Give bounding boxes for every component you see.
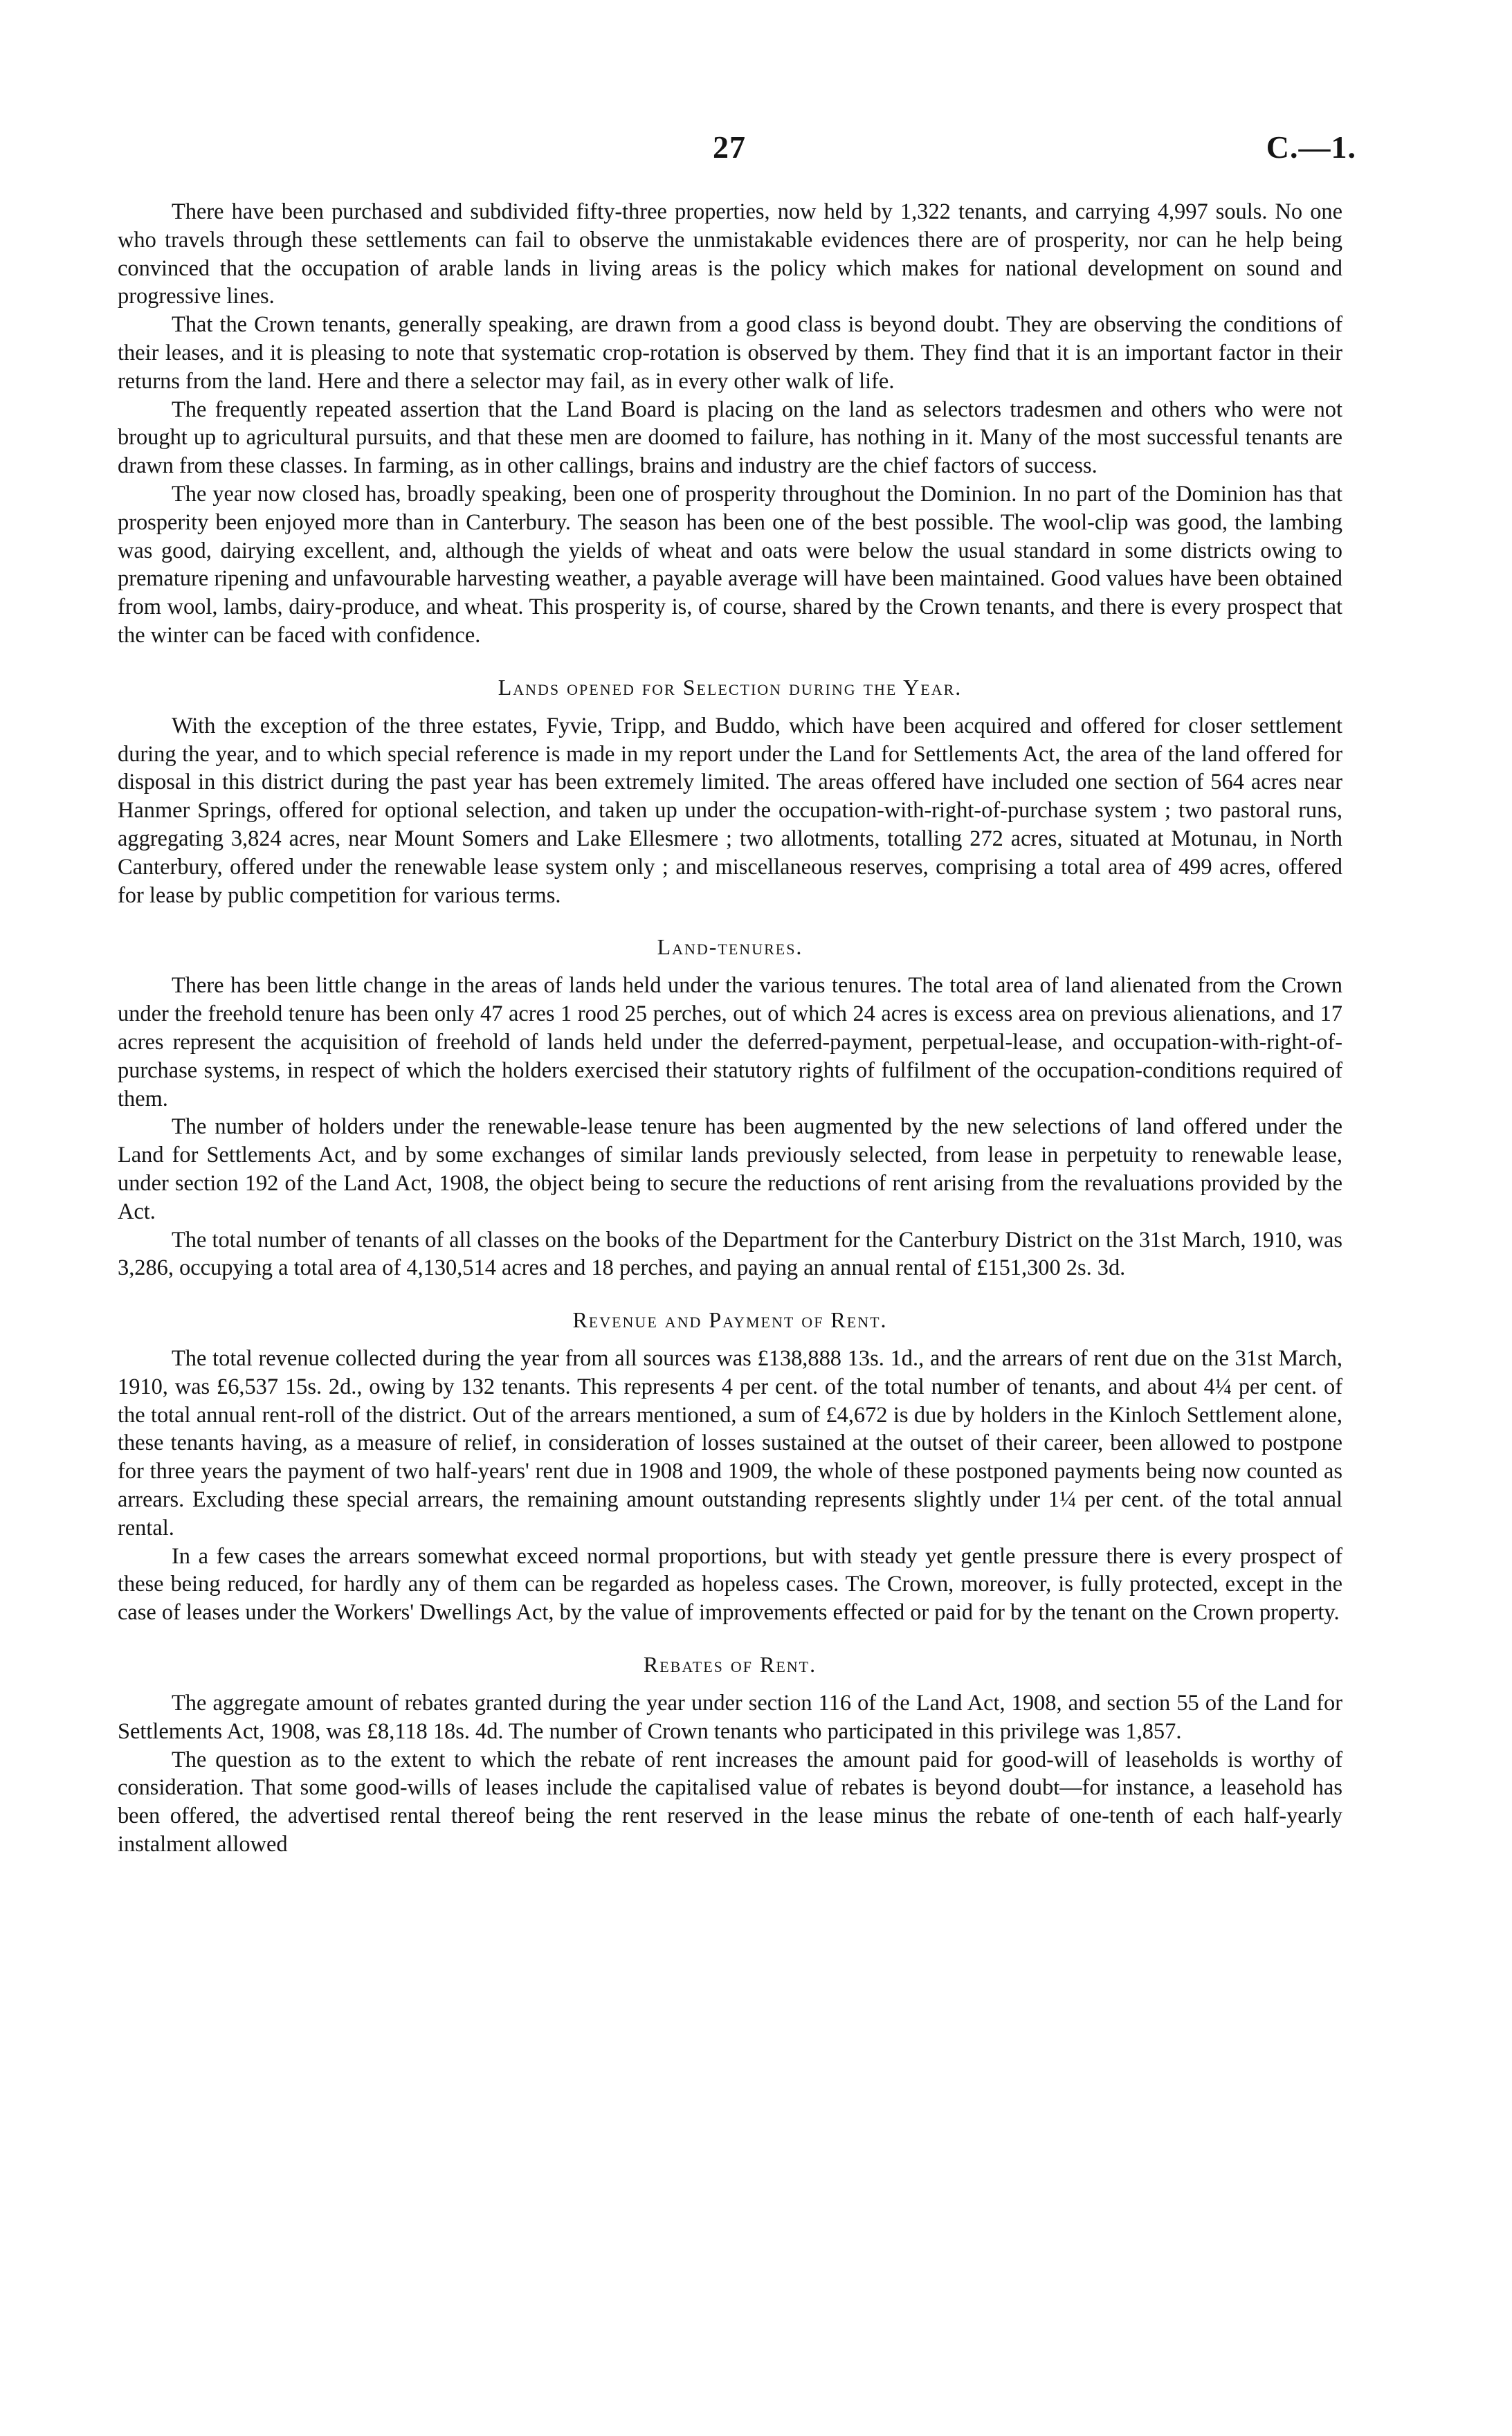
paragraph-renewable-lease: The number of holders under the renewable-lease tenure has been augmented by the new selections of land offered under the Land for Settlements Act, and by some exchanges of similar lands previously selected, from lease in perpetuity to renewable lease, under section 192 of the Land Act, 1908, the object being to secure the reductions of rent arising from the revaluations provided by the Act. xyxy=(118,1114,1342,1224)
page-number: 27 xyxy=(713,129,746,165)
page-header xyxy=(118,129,1356,170)
paragraph-crown-tenants: That the Crown tenants, generally speaking, are drawn from a good class is beyond doubt. They are observing the conditions of their leases, and it is pleasing to note that systematic crop-rotation is observed by them. They find that it is an important factor in their returns from the land. Here and there a selector may fail, as in every other walk of life. xyxy=(118,312,1342,394)
series-reference: C.—1. xyxy=(1266,129,1356,165)
paragraph-freehold-alienation: There has been little change in the areas of lands held under the various tenures. The total area of land alienated from the Crown under the freehold tenure has been only 47 acres 1 rood 25 perches, out of which 24 acres is excess area on previous alienations, and 17 acres represent the acquisition of freehold of lands held under the deferred-payment, perpetual-lease, and occupation-with-right-of-purchase systems, in respect of which the holders exercised their statutory rights of fulfilment of the occupation-conditions required of them. xyxy=(118,973,1342,1111)
paragraph-selectors-assertion: The frequently repeated assertion that the Land Board is placing on the land as selectors tradesmen and others who were not brought up to agricultural pursuits, and that these men are doomed to failure, has nothing in it. Many of the most successful tenants are drawn from these classes. In farming, as in other callings, brains and industry are the chief factors of success. xyxy=(118,397,1342,479)
paragraph-arrears-pressure: In a few cases the arrears somewhat exceed normal proportions, but with steady yet gentle pressure there is every prospect of these being reduced, for hardly any of them can be regarded as hopeless cases. The Crown, moreover, is fully protected, except in the case of leases under the Workers' Dwellings Act, by the value of improvements effected or paid for by the tenant on the Crown property. xyxy=(118,1543,1342,1626)
paragraph-revenue-arrears: The total revenue collected during the year from all sources was £138,888 13s. 1d., and the arrears of rent due on the 31st March, 1910, was £6,537 15s. 2d., owing by 132 tenants. This represents 4 per cent. of the total number of tenants, and about 4¼ per cent. of the total annual rent-roll of the district. Out of the arrears mentioned, a sum of £4,672 is due by holders in the Kinloch Settlement alone, these tenants having, as a measure of relief, in consideration of losses sustained at the outset of their career, been allowed to postpone for three years the payment of two half-years' rent due in 1908 and 1909, the whole of these postponed payments being now counted as arrears. Excluding these special arrears, the remaining amount outstanding represents slightly under 1¼ per cent. of the total annual rental. xyxy=(118,1346,1342,1540)
paragraph-rebates-amount: The aggregate amount of rebates granted during the year under section 116 of the Land Act, 1908, and section 55 of the Land for Settlements Act, 1908, was £8,118 18s. 4d. The number of Crown tenants who participated in this privilege was 1,857. xyxy=(118,1691,1342,1744)
paragraph-lands-opened: With the exception of the three estates, Fyvie, Tripp, and Buddo, which have been acquired and offered for closer settlement during the year, and to which special reference is made in my report under the Land for Settlements Act, the area of the land offered for disposal in this district during the past year has been extremely limited. The areas offered have included one section of 564 acres near Hanmer Springs, offered for optional selection, and taken up under the occupation-with-right-of-purchase system ; two pastoral runs, aggregating 3,824 acres, near Mount Somers and Lake Ellesmere ; two allotments, totalling 272 acres, situated at Motunau, in North Canterbury, offered under the renewable lease system only ; and miscellaneous reserves, comprising a total area of 499 acres, offered for lease by public competition for various terms. xyxy=(118,713,1342,908)
paragraph-total-tenants: The total number of tenants of all classes on the books of the Department for the Canterbury District on the 31st March, 1910, was 3,286, occupying a total area of 4,130,514 acres and 18 perches, and paying an annual rental of £151,300 2s. 3d. xyxy=(118,1227,1342,1281)
heading-lands-opened: Lands opened for Selection during the Year. xyxy=(498,674,963,700)
heading-revenue: Revenue and Payment of Rent. xyxy=(572,1307,888,1333)
heading-land-tenures: Land-tenures. xyxy=(657,934,803,960)
paragraph-prosperity: The year now closed has, broadly speaking, been one of prosperity throughout the Dominion. In no part of the Dominion has that prosperity been enjoyed more than in Canterbury. The season has been one of the best possible. The wool-clip was good, the lambing was good, dairying excellent, and, although the yields of wheat and oats were below the usual standard in some districts owing to premature ripening and unfavourable harvesting weather, a payable average will have been maintained. Good values have been obtained from wool, lambs, dairy-produce, and wheat. This prosperity is, of course, shared by the Crown tenants, and there is every prospect that the winter can be faced with confidence. xyxy=(118,481,1342,648)
body-text xyxy=(118,198,1342,1859)
paragraph-rebates-goodwill: The question as to the extent to which the rebate of rent increases the amount paid for good-will of leaseholds is worthy of consideration. That some good-wills of leases include the capitalised value of rebates is beyond doubt—for instance, a leasehold has been offered, the advertised rental thereof being the rent reserved in the lease minus the rebate of one-tenth of each half-yearly instalment allowed xyxy=(118,1747,1342,1857)
heading-rebates: Rebates of Rent. xyxy=(643,1652,817,1678)
paragraph-settlements: There have been purchased and subdivided fifty-three properties, now held by 1,322 tenants, and carrying 4,997 souls. No one who travels through these settlements can fail to observe the unmistakable evidences there are of prosperity, nor can he help being convinced that the occupation of arable lands in living areas is the policy which makes for national development on sound and progressive lines. xyxy=(118,199,1342,309)
